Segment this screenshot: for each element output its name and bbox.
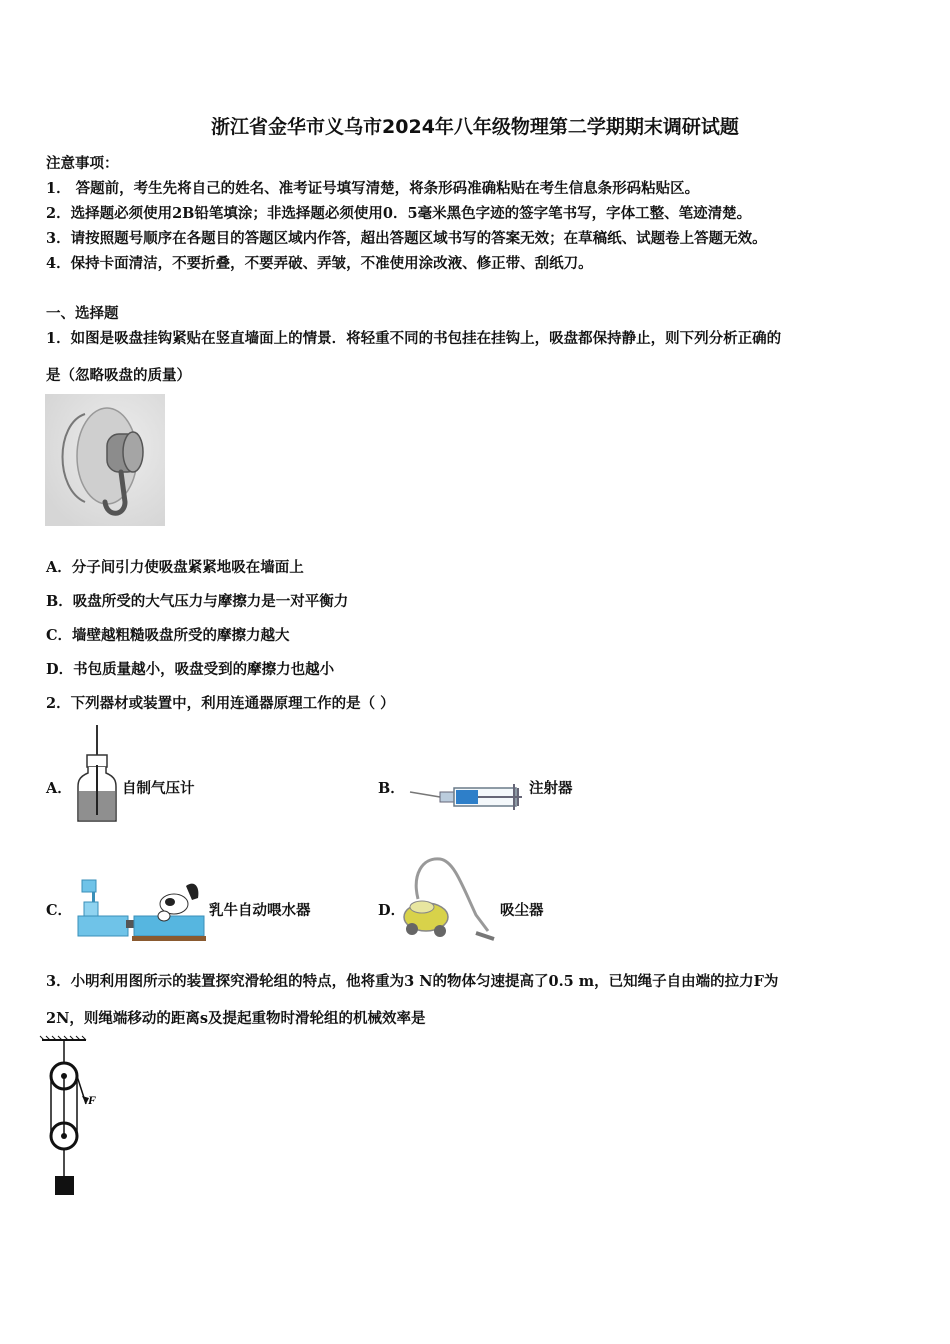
q1-option-c: C．墙壁越粗糙吸盘所受的摩擦力越大 (46, 627, 290, 644)
q2-option-a-letter: A． (46, 780, 72, 797)
page-title: 浙江省金华市义乌市2024年八年级物理第二学期期末调研试题 (211, 116, 739, 138)
q2-option-c-text: 乳牛自动喂水器 (209, 902, 311, 919)
q2-option-b-text: 注射器 (529, 780, 573, 797)
q2-option-c-letter: C． (46, 902, 73, 919)
syringe-figure (410, 778, 522, 822)
q3-stem-line2: 2N，则绳端移动的距离s及提起重物时滑轮组的机械效率是 (46, 1010, 426, 1027)
section-heading: 一、选择题 (46, 305, 119, 322)
barometer-figure (74, 725, 120, 825)
q2-option-d-text: 吸尘器 (500, 902, 544, 919)
vacuum-cleaner-figure (402, 855, 496, 941)
notice-item: 4．保持卡面清洁，不要折叠，不要弄破、弄皱，不准使用涂改液、修正带、刮纸刀。 (46, 255, 593, 272)
cow-waterer-figure (76, 876, 208, 946)
notice-heading: 注意事项： (46, 155, 119, 172)
q2-option-a-text: 自制气压计 (122, 780, 195, 797)
notice-item: 2．选择题必须使用2B铅笔填涂；非选择题必须使用0．5毫米黑色字迹的签字笔书写，字体工整、笔迹清楚。 (46, 205, 752, 222)
q1-stem-line1: 1．如图是吸盘挂钩紧贴在竖直墙面上的情景．将轻重不同的书包挂在挂钩上，吸盘都保持静止，则下列分析正确的 (46, 330, 782, 347)
notice-item: 1． 答题前，考生先将自己的姓名、准考证号填写清楚，将条形码准确粘贴在考生信息条形码粘贴区。 (46, 180, 700, 197)
suction-hook-figure (45, 394, 165, 526)
q3-stem-line1: 3．小明利用图所示的装置探究滑轮组的特点，他将重为3 N的物体匀速提高了0.5 m，已知绳子自由端的拉力F为 (46, 973, 779, 990)
q1-option-a: A．分子间引力使吸盘紧紧地吸在墙面上 (46, 559, 304, 576)
force-label: F (88, 1093, 97, 1107)
pulley-system-figure (34, 1036, 114, 1200)
q2-stem: 2．下列器材或装置中，利用连通器原理工作的是（ ） (46, 695, 395, 712)
notice-item: 3．请按照题号顺序在各题目的答题区域内作答，超出答题区域书写的答案无效；在草稿纸、试题卷上答题无效。 (46, 230, 767, 247)
q1-option-d: D．书包质量越小，吸盘受到的摩擦力也越小 (46, 661, 335, 678)
q2-option-d-letter: D． (378, 902, 406, 919)
q1-option-b: B．吸盘所受的大气压力与摩擦力是一对平衡力 (46, 593, 349, 610)
q1-stem-line2: 是（忽略吸盘的质量） (46, 367, 191, 384)
q2-option-b-letter: B． (378, 780, 405, 797)
